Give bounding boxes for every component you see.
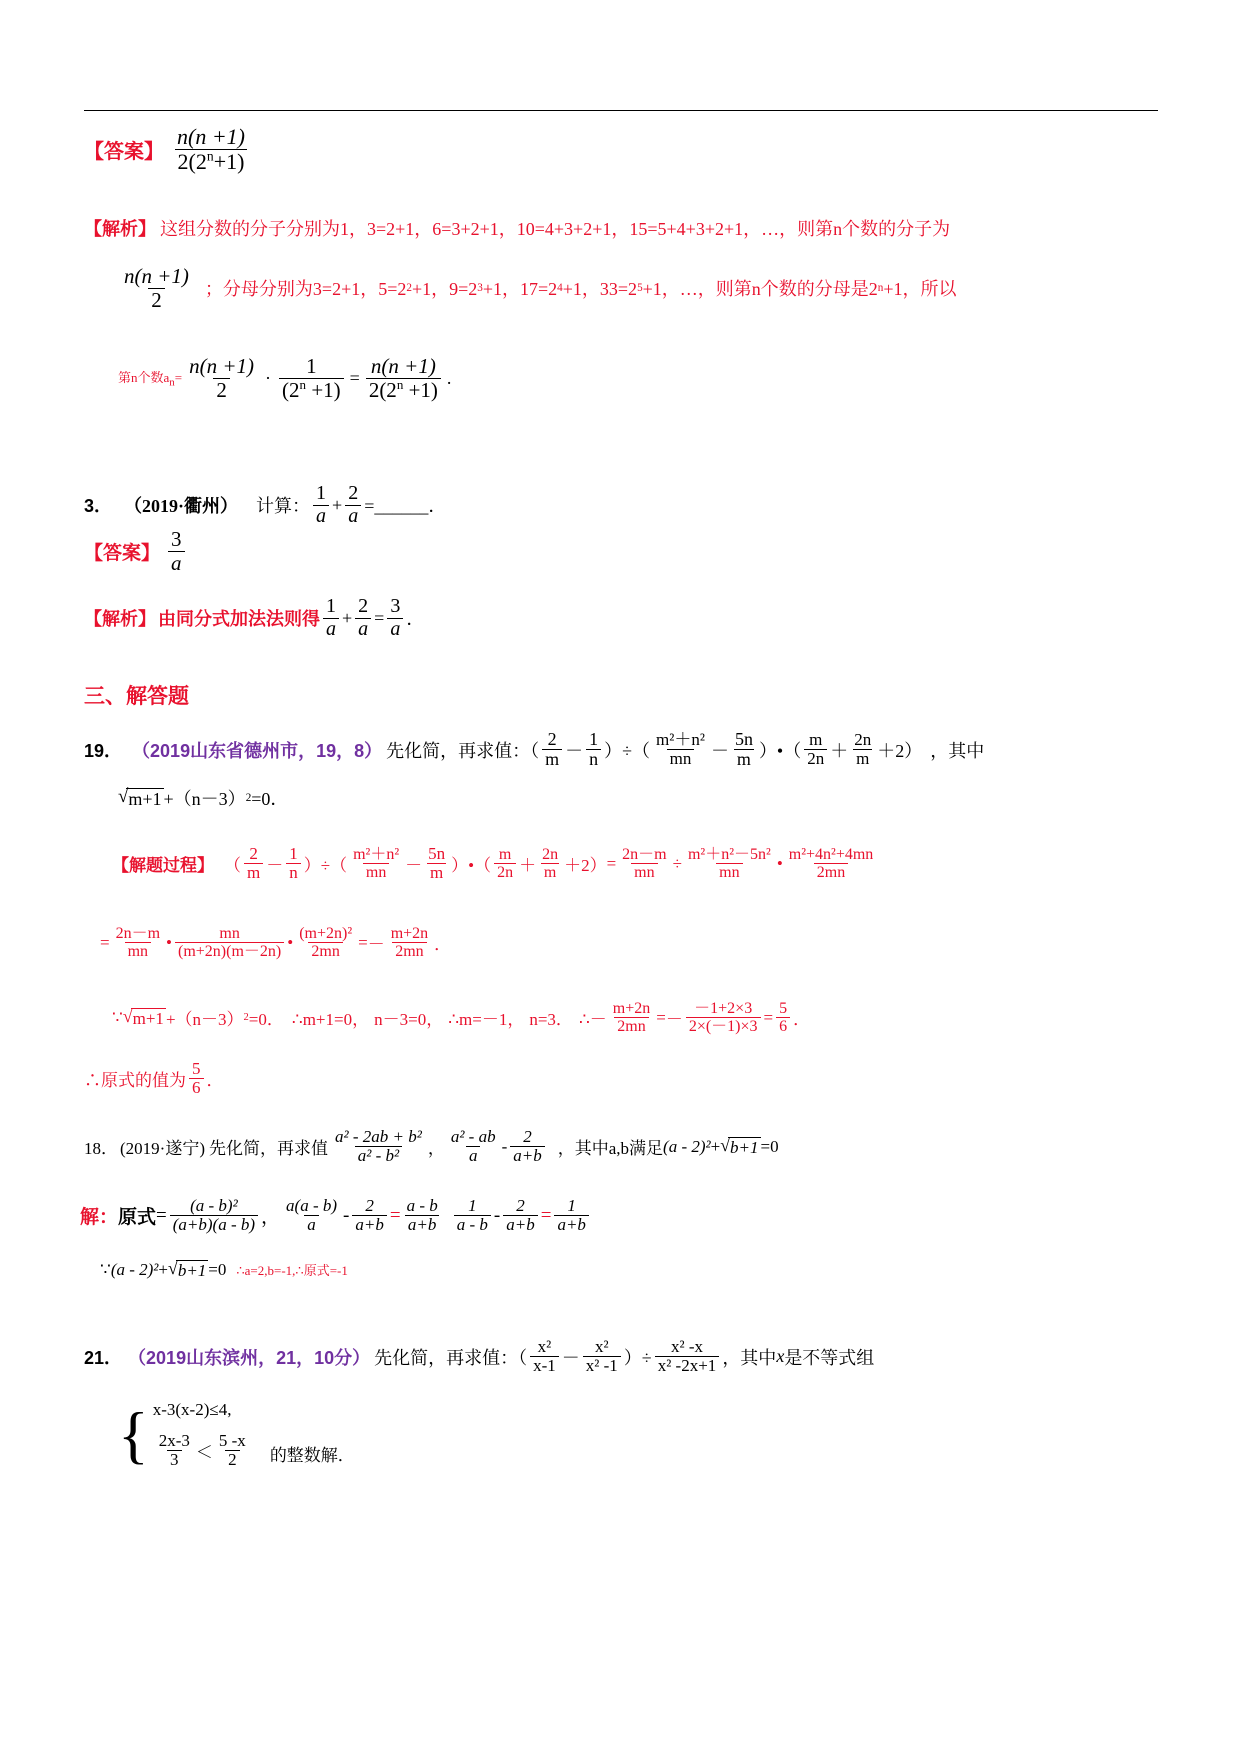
- q18-sol-fraction-3: [352, 1197, 386, 1235]
- sqrt-radicand: m+1: [132, 1009, 164, 1029]
- answer-tag: 【答案】: [84, 140, 164, 163]
- fraction-denominator: mn: [631, 863, 657, 881]
- plus-sign: +: [342, 607, 353, 628]
- fraction-denominator: a: [387, 618, 403, 641]
- fraction-denominator: m: [541, 863, 559, 881]
- fraction-denominator: $2(2^n+1)$: [175, 149, 248, 174]
- fraction-numerator: m: [809, 730, 823, 750]
- q3-analysis-fraction-1: [323, 596, 339, 640]
- minus-sign: －: [561, 1347, 580, 1368]
- fraction-denominator: a+b: [352, 1215, 386, 1234]
- expr-open: （: [224, 856, 241, 876]
- fraction-denominator: m: [542, 749, 562, 769]
- fraction-denominator: x-1: [530, 1356, 559, 1375]
- sol-fraction-3: [350, 846, 402, 882]
- fraction-denominator: a: [304, 1215, 319, 1234]
- conclusion-fraction: [189, 1060, 204, 1098]
- sol-step1-fraction-a: [619, 846, 669, 882]
- because-sign: ∵: [112, 1007, 123, 1027]
- fraction-numerator: 2: [547, 729, 557, 749]
- sqrt-expression: [168, 1258, 208, 1281]
- multiply-dot: ·: [265, 367, 272, 388]
- fraction-denominator: a: [168, 551, 185, 575]
- q2-analysis-line2: $\frac{n(n +1)}{2}$ ；分母分别为3=2+1，5=2 2 +1，9=2 3 +1，17=2 4 +1，33=2 5 +1，…，则第n个数的分母是2 n +1，所以: [118, 265, 957, 311]
- sol-step1-fraction-c: [786, 846, 877, 882]
- q18-sol-fraction-4: [404, 1197, 441, 1235]
- fraction-denominator: 2n: [494, 863, 516, 881]
- fraction-denominator: m: [244, 863, 263, 882]
- fraction-numerator: 2: [523, 1127, 532, 1146]
- q18-fraction-2: [448, 1128, 499, 1166]
- q19-conclusion: [84, 1060, 224, 1098]
- fraction-denominator: 2mn: [814, 863, 848, 881]
- q19-solution-line3: ∵ √ m+1 +（n－3） 2 =0． ∴m+1=0， n－3=0， ∴m=－1， n=3． ∴－ $\frac{m+2n}{2mn}$ = － $\frac{-1+2\times 3}{2\times(-1)\times 3}$ = $\frac{5}{6}$ ．: [112, 1000, 811, 1036]
- original-expr-label: 原式: [118, 1207, 157, 1229]
- fraction-denominator: a: [323, 618, 339, 641]
- multiply-dot-2: •: [287, 932, 294, 952]
- conclusion-text: ∴原式的值为: [84, 1071, 186, 1091]
- inequality-2: [153, 1432, 252, 1470]
- where-text: ，其中: [722, 1347, 777, 1368]
- fraction-denominator: x² -1: [583, 1356, 621, 1375]
- fraction-denominator: a+b: [503, 1215, 537, 1234]
- multiply-group: ）•（: [451, 856, 492, 876]
- period: ．: [793, 1010, 811, 1030]
- analysis-text-1: 这组分数的分子分别为1，3=2+1，6=3+2+1，10=4+3+2+1，15=5+4+3+2+1，…，则第n个数的分子为: [160, 219, 951, 239]
- formula-fraction-2: [279, 355, 344, 401]
- because-sign: ∵: [100, 1259, 111, 1279]
- sol-fraction-2: [286, 845, 301, 883]
- fraction-denominator: a: [355, 618, 371, 641]
- question-prompt: 先化简，再求值：（: [386, 740, 540, 761]
- fraction-numerator: (m+2n)²: [299, 925, 353, 942]
- fraction-numerator: 1: [589, 729, 599, 749]
- fraction-numerator: 2n－m: [622, 846, 667, 864]
- q19-solution-line1: [112, 845, 879, 883]
- fraction-numerator: 3: [390, 595, 401, 617]
- fraction-denominator: mn: [125, 942, 151, 960]
- sqrt-expression: [118, 786, 164, 810]
- fraction-numerator: 2: [365, 1196, 374, 1215]
- minus-sign: －: [367, 935, 385, 955]
- q3-fraction-2: [345, 483, 361, 527]
- fraction-denominator: a: [313, 505, 329, 528]
- fraction-numerator: x²: [595, 1337, 609, 1356]
- sol-fraction-6: [539, 846, 561, 882]
- divide-group: ）÷: [623, 1347, 652, 1368]
- question-source: （2019·衢州）: [124, 496, 239, 517]
- fraction-denominator: a+b: [405, 1215, 439, 1234]
- sol-step2-fraction-c: [296, 925, 355, 961]
- fraction-denominator: $2(2^n +1)$: [366, 378, 441, 402]
- minus-sign: -: [343, 1204, 350, 1226]
- condition-equals: =0．: [251, 789, 289, 809]
- q2-analysis-fraction: [121, 265, 192, 311]
- fraction-numerator: 5 -x: [218, 1431, 246, 1450]
- fraction-denominator: m: [853, 749, 872, 768]
- period: ．: [206, 1071, 224, 1091]
- analysis-text-2c: +1，17=2: [482, 279, 558, 300]
- answer-blank: =______．: [364, 496, 447, 517]
- fraction-denominator: n: [586, 749, 601, 769]
- q18-sol-fraction-6: [503, 1197, 537, 1235]
- fraction-numerator: 2n: [542, 846, 559, 864]
- fraction-denominator: 2mn: [308, 942, 342, 960]
- fraction-denominator: x² -2x+1: [655, 1356, 720, 1375]
- fraction-numerator: x²: [537, 1337, 552, 1356]
- divide-sign: ÷: [672, 853, 682, 873]
- fraction-numerator: a - b: [406, 1196, 438, 1215]
- fraction-denominator: a² - b²: [355, 1146, 402, 1165]
- equals-sign-2: =: [358, 932, 368, 952]
- section-heading-3: [84, 680, 189, 710]
- fraction-denominator: $(2^n +1)$: [279, 378, 344, 402]
- plus-sign: ＋: [830, 740, 849, 761]
- inequality-1: x-3(x-2)≤4,: [152, 1400, 232, 1419]
- divide-group: ）÷（: [604, 740, 651, 761]
- multiply-dot: •: [776, 853, 783, 873]
- fraction-numerator: a(a - b): [286, 1196, 338, 1215]
- sqrt-expression: [720, 1135, 760, 1158]
- q3-fraction-1: [313, 483, 329, 527]
- therefore-3: ∴－: [578, 1010, 607, 1030]
- nth-term-label: 第n个数$a_n=$: [118, 370, 183, 389]
- sqrt-radicand: m+1: [128, 789, 162, 809]
- left-brace: {: [118, 1399, 149, 1471]
- multiply-dot: •: [166, 932, 172, 952]
- divide-group: ）÷（: [303, 856, 348, 876]
- q18-sol-fraction-2: [283, 1197, 340, 1235]
- sol-step3-fraction-b: [686, 1000, 761, 1036]
- fraction-denominator: (a+b)(a - b): [170, 1215, 258, 1234]
- sol-step1-fraction-b: [685, 846, 774, 882]
- equals-zero: =0．: [248, 1010, 284, 1030]
- q18-conclusion: [100, 1258, 348, 1281]
- q2-analysis-line3: [118, 355, 451, 401]
- q21-fraction-3: [655, 1338, 720, 1376]
- question-source: （2019山东省德州市，19，8）: [132, 740, 383, 761]
- fraction-denominator: 2: [213, 378, 230, 402]
- q3-answer-line: [84, 528, 188, 574]
- fraction-denominator: 6: [189, 1078, 204, 1097]
- fraction-numerator: m²+4n²+4mn: [788, 846, 874, 864]
- integer-solution-text: 的整数解．: [269, 1445, 355, 1465]
- q3-analysis-line: [84, 596, 424, 640]
- minus-sign: -: [501, 1136, 508, 1156]
- fraction-numerator: m²＋n²: [353, 846, 400, 864]
- therefore-1: ∴m+1=0，: [291, 1010, 370, 1030]
- fraction-denominator: 2: [148, 288, 165, 312]
- analysis-text-2e: +1，…，则第n个数的分母是2: [642, 279, 878, 300]
- fraction-numerator: x² -x: [671, 1337, 704, 1356]
- n-value: n=3．: [529, 1010, 573, 1030]
- sqrt-expression: [123, 1006, 166, 1029]
- sol-fraction-5: [494, 846, 516, 882]
- fraction-numerator: 2: [516, 1196, 525, 1215]
- fraction-numerator: a² - ab: [450, 1127, 496, 1146]
- fraction-denominator: 2n: [804, 749, 827, 768]
- plus-sign: +: [710, 1136, 721, 1156]
- question-number: 3．: [84, 496, 113, 517]
- sqrt-sign: √: [118, 786, 129, 807]
- n-minus-3: n－3=0，: [374, 1010, 444, 1030]
- sol-step2-fraction-b: [175, 925, 284, 961]
- q19-fraction-5: [804, 731, 827, 769]
- equals-sign-red-2: =: [540, 1204, 552, 1226]
- q19-fraction-1: [542, 730, 562, 770]
- formula-fraction-1: [186, 355, 257, 401]
- q18-sol-fraction-1: [170, 1197, 258, 1235]
- formula-fraction-3: [366, 355, 441, 401]
- comma: ，: [427, 1139, 445, 1159]
- q19-fraction-6: [851, 731, 874, 769]
- plus-two-close: ＋2）: [564, 856, 607, 876]
- fraction-numerator: 5: [779, 1000, 788, 1017]
- question-number: 21．: [84, 1347, 123, 1368]
- fraction-numerator: 2: [249, 844, 258, 863]
- multiply-group: ）•（: [758, 740, 802, 761]
- fraction-numerator: n(n +1): [189, 354, 255, 378]
- fraction-numerator: n(n +1): [177, 124, 245, 149]
- equals-zero: =0: [208, 1259, 227, 1279]
- q18-fraction-1: [332, 1128, 425, 1166]
- analysis-text-2d: +1，33=2: [562, 279, 638, 300]
- fraction-denominator: mn: [667, 749, 695, 768]
- fraction-denominator: 2×(－1)×3: [686, 1017, 761, 1035]
- therefore-2: ∴m=－1，: [448, 1010, 525, 1030]
- question-prompt: 先化简，再求值: [208, 1139, 328, 1159]
- sqrt-sign: √: [168, 1258, 178, 1278]
- fraction-numerator: 2n: [854, 730, 872, 750]
- fraction-denominator: mn: [363, 863, 389, 881]
- sqrt-sign: √: [720, 1135, 731, 1156]
- analysis-text: 由同分式加法法则得: [158, 609, 320, 630]
- question-prompt: 计算：: [256, 496, 311, 517]
- plus-sign: ＋: [519, 856, 537, 876]
- period: ．: [434, 935, 452, 955]
- q19-condition: √ m+1 +（n－3） 2 =0．: [118, 786, 289, 809]
- q21-inequality-system: [118, 1400, 355, 1470]
- equals-sign: =: [656, 1007, 666, 1027]
- q21-fraction-2: [583, 1338, 621, 1376]
- minus-sign: －: [665, 1010, 683, 1030]
- fraction-numerator: 3: [171, 527, 182, 551]
- fraction-denominator: (m+2n)(m－2n): [175, 942, 284, 960]
- analysis-tag: 【解析】: [84, 219, 156, 239]
- equals-sign: =: [349, 367, 360, 388]
- condition-a: (a - 2)²: [110, 1259, 159, 1279]
- sqrt-radicand: b+1: [177, 1261, 207, 1280]
- minus-sign-2: -: [493, 1204, 501, 1226]
- equals-sign-red-1: =: [389, 1204, 401, 1226]
- fraction-numerator: n(n +1): [124, 264, 189, 288]
- fraction-denominator: m: [427, 863, 446, 882]
- fraction-numerator: mn: [219, 925, 240, 942]
- q18-sol-fraction-7: [554, 1197, 588, 1235]
- q19-fraction-2: [586, 730, 601, 770]
- question-number: 18．: [84, 1139, 118, 1159]
- plus-sign: +: [158, 1259, 169, 1279]
- fraction-numerator: 1: [326, 595, 336, 617]
- mid-text: +（n－3）: [165, 1010, 244, 1030]
- question-18: [84, 1128, 779, 1166]
- fraction-denominator: 2mn: [392, 942, 426, 960]
- sqrt-radicand: b+1: [730, 1138, 759, 1158]
- fraction-numerator: 5n: [734, 729, 753, 749]
- plus-two-close: ＋2）: [877, 740, 923, 761]
- analysis-text-2f: +1，所以: [883, 279, 957, 300]
- question-prompt: 先化简，再求值：（: [374, 1347, 528, 1368]
- fraction-numerator: 2: [358, 595, 369, 617]
- fraction-denominator: 6: [776, 1017, 790, 1035]
- where-rest: 是不等式组: [784, 1347, 875, 1368]
- fraction-numerator: 5: [192, 1059, 201, 1078]
- fraction-numerator: 5n: [428, 844, 446, 863]
- minus-sign: －: [266, 856, 284, 876]
- sol-fraction-1: [244, 845, 263, 883]
- fraction-numerator: －1+2×3: [694, 1000, 753, 1017]
- fraction-numerator: m+2n: [612, 1000, 651, 1017]
- minus-sign: －: [565, 740, 584, 761]
- ineq2-fraction-right: [216, 1432, 249, 1470]
- fraction-denominator: 2mn: [614, 1017, 648, 1035]
- sol-step3-fraction-c: [776, 1000, 790, 1036]
- fraction-denominator: a: [345, 505, 361, 528]
- fraction-numerator: (a - b)²: [190, 1196, 238, 1215]
- equals-sign: =: [374, 607, 385, 628]
- fraction-numerator: m: [498, 846, 512, 864]
- solution-tag: 解：: [80, 1207, 119, 1229]
- minus-sign-2: －: [405, 856, 423, 876]
- q19-fraction-3: [653, 731, 708, 769]
- fraction-denominator: mn: [716, 863, 742, 881]
- analysis-tag: 【解析】: [84, 609, 156, 630]
- sqrt-sign: √: [122, 1006, 133, 1027]
- equals-sign: =: [100, 932, 110, 952]
- fraction-numerator: 1: [468, 1196, 477, 1215]
- plus-sign: +: [332, 494, 343, 515]
- sol-step3-fraction-a: [610, 1000, 653, 1036]
- question-source: (2019·遂宁): [120, 1139, 205, 1159]
- fraction-numerator: m+2n: [390, 925, 429, 942]
- q3-analysis-fraction-3: [387, 596, 403, 640]
- fraction-numerator: a² - 2ab + b²: [334, 1127, 422, 1146]
- q19-solution-line2: [100, 925, 451, 961]
- fraction-denominator: a - b: [454, 1215, 491, 1234]
- q3-answer-fraction: [168, 528, 185, 574]
- q3-analysis-fraction-2: [355, 596, 371, 640]
- fraction-numerator: 1: [567, 1196, 576, 1215]
- fraction-numerator: 1: [306, 354, 317, 378]
- fraction-numerator: 1: [316, 482, 327, 504]
- inequality-list: [153, 1400, 252, 1470]
- question-source: （2019山东滨州，21，10分）: [128, 1347, 371, 1368]
- section-heading-text: 三、解答题: [84, 685, 189, 708]
- conclusion-result: ∴a=2,b=-1,∴原式=-1: [236, 1263, 348, 1278]
- fraction-numerator: m²＋n²－5n²: [687, 846, 771, 864]
- question-number: 19．: [84, 740, 123, 761]
- fraction-denominator: a+b: [510, 1146, 544, 1165]
- question-19: [84, 730, 984, 770]
- analysis-text-2a: ；分母分别为3=2+1，5=2: [204, 279, 407, 300]
- period: ．: [406, 609, 425, 630]
- fraction-denominator: 3: [167, 1450, 182, 1469]
- q2-analysis-line1: [84, 215, 950, 241]
- q18-fraction-3: [510, 1128, 544, 1166]
- fraction-numerator: 1: [289, 844, 298, 863]
- equals-sign-2: =: [763, 1007, 774, 1027]
- comma: ，: [261, 1207, 281, 1229]
- q19-fraction-4: [732, 730, 756, 770]
- less-than-sign: ＜: [195, 1443, 213, 1463]
- analysis-text-2b: +1，9=2: [411, 279, 478, 300]
- question-21: [84, 1338, 874, 1376]
- variable-x: x: [776, 1346, 785, 1367]
- where-text: ，其中: [930, 740, 985, 761]
- fraction-numerator: 2: [348, 482, 359, 504]
- sol-step2-fraction-a: [113, 925, 163, 961]
- minus-sign-2: －: [710, 740, 729, 761]
- fraction-numerator: 2n－m: [115, 925, 161, 942]
- q18-sol-fraction-5: [454, 1197, 491, 1235]
- fraction-denominator: a: [466, 1146, 481, 1165]
- ineq2-fraction-left: [156, 1432, 193, 1470]
- q2-answer-line: [84, 125, 251, 174]
- period: .: [446, 367, 452, 388]
- sol-fraction-4: [425, 845, 448, 883]
- q21-fraction-1: [530, 1338, 559, 1376]
- fraction-denominator: 2: [225, 1450, 240, 1469]
- fraction-numerator: n(n +1): [370, 354, 436, 378]
- fraction-denominator: m: [734, 749, 754, 769]
- equals-sign: =: [606, 853, 617, 873]
- answer-tag: 【答案】: [84, 542, 161, 564]
- solution-tag: 【解题过程】: [112, 856, 214, 876]
- page-separator-rule: [84, 110, 1158, 111]
- equals-sign: =: [156, 1204, 167, 1226]
- q18-solution-line: [80, 1197, 592, 1235]
- condition-a: (a - 2)²: [663, 1136, 711, 1156]
- q2-answer-fraction: [174, 125, 248, 174]
- equals-zero: =0: [760, 1136, 779, 1156]
- fraction-numerator: m²＋n²: [656, 730, 705, 750]
- question-3: [84, 483, 446, 527]
- fraction-denominator: n: [286, 863, 301, 882]
- condition-rest: +（n－3）: [163, 789, 246, 809]
- fraction-numerator: 2x-3: [158, 1431, 190, 1450]
- where-text: ，其中a,b满足: [557, 1139, 664, 1159]
- fraction-denominator: a+b: [554, 1215, 588, 1234]
- sol-step2-fraction-d: [388, 925, 431, 961]
